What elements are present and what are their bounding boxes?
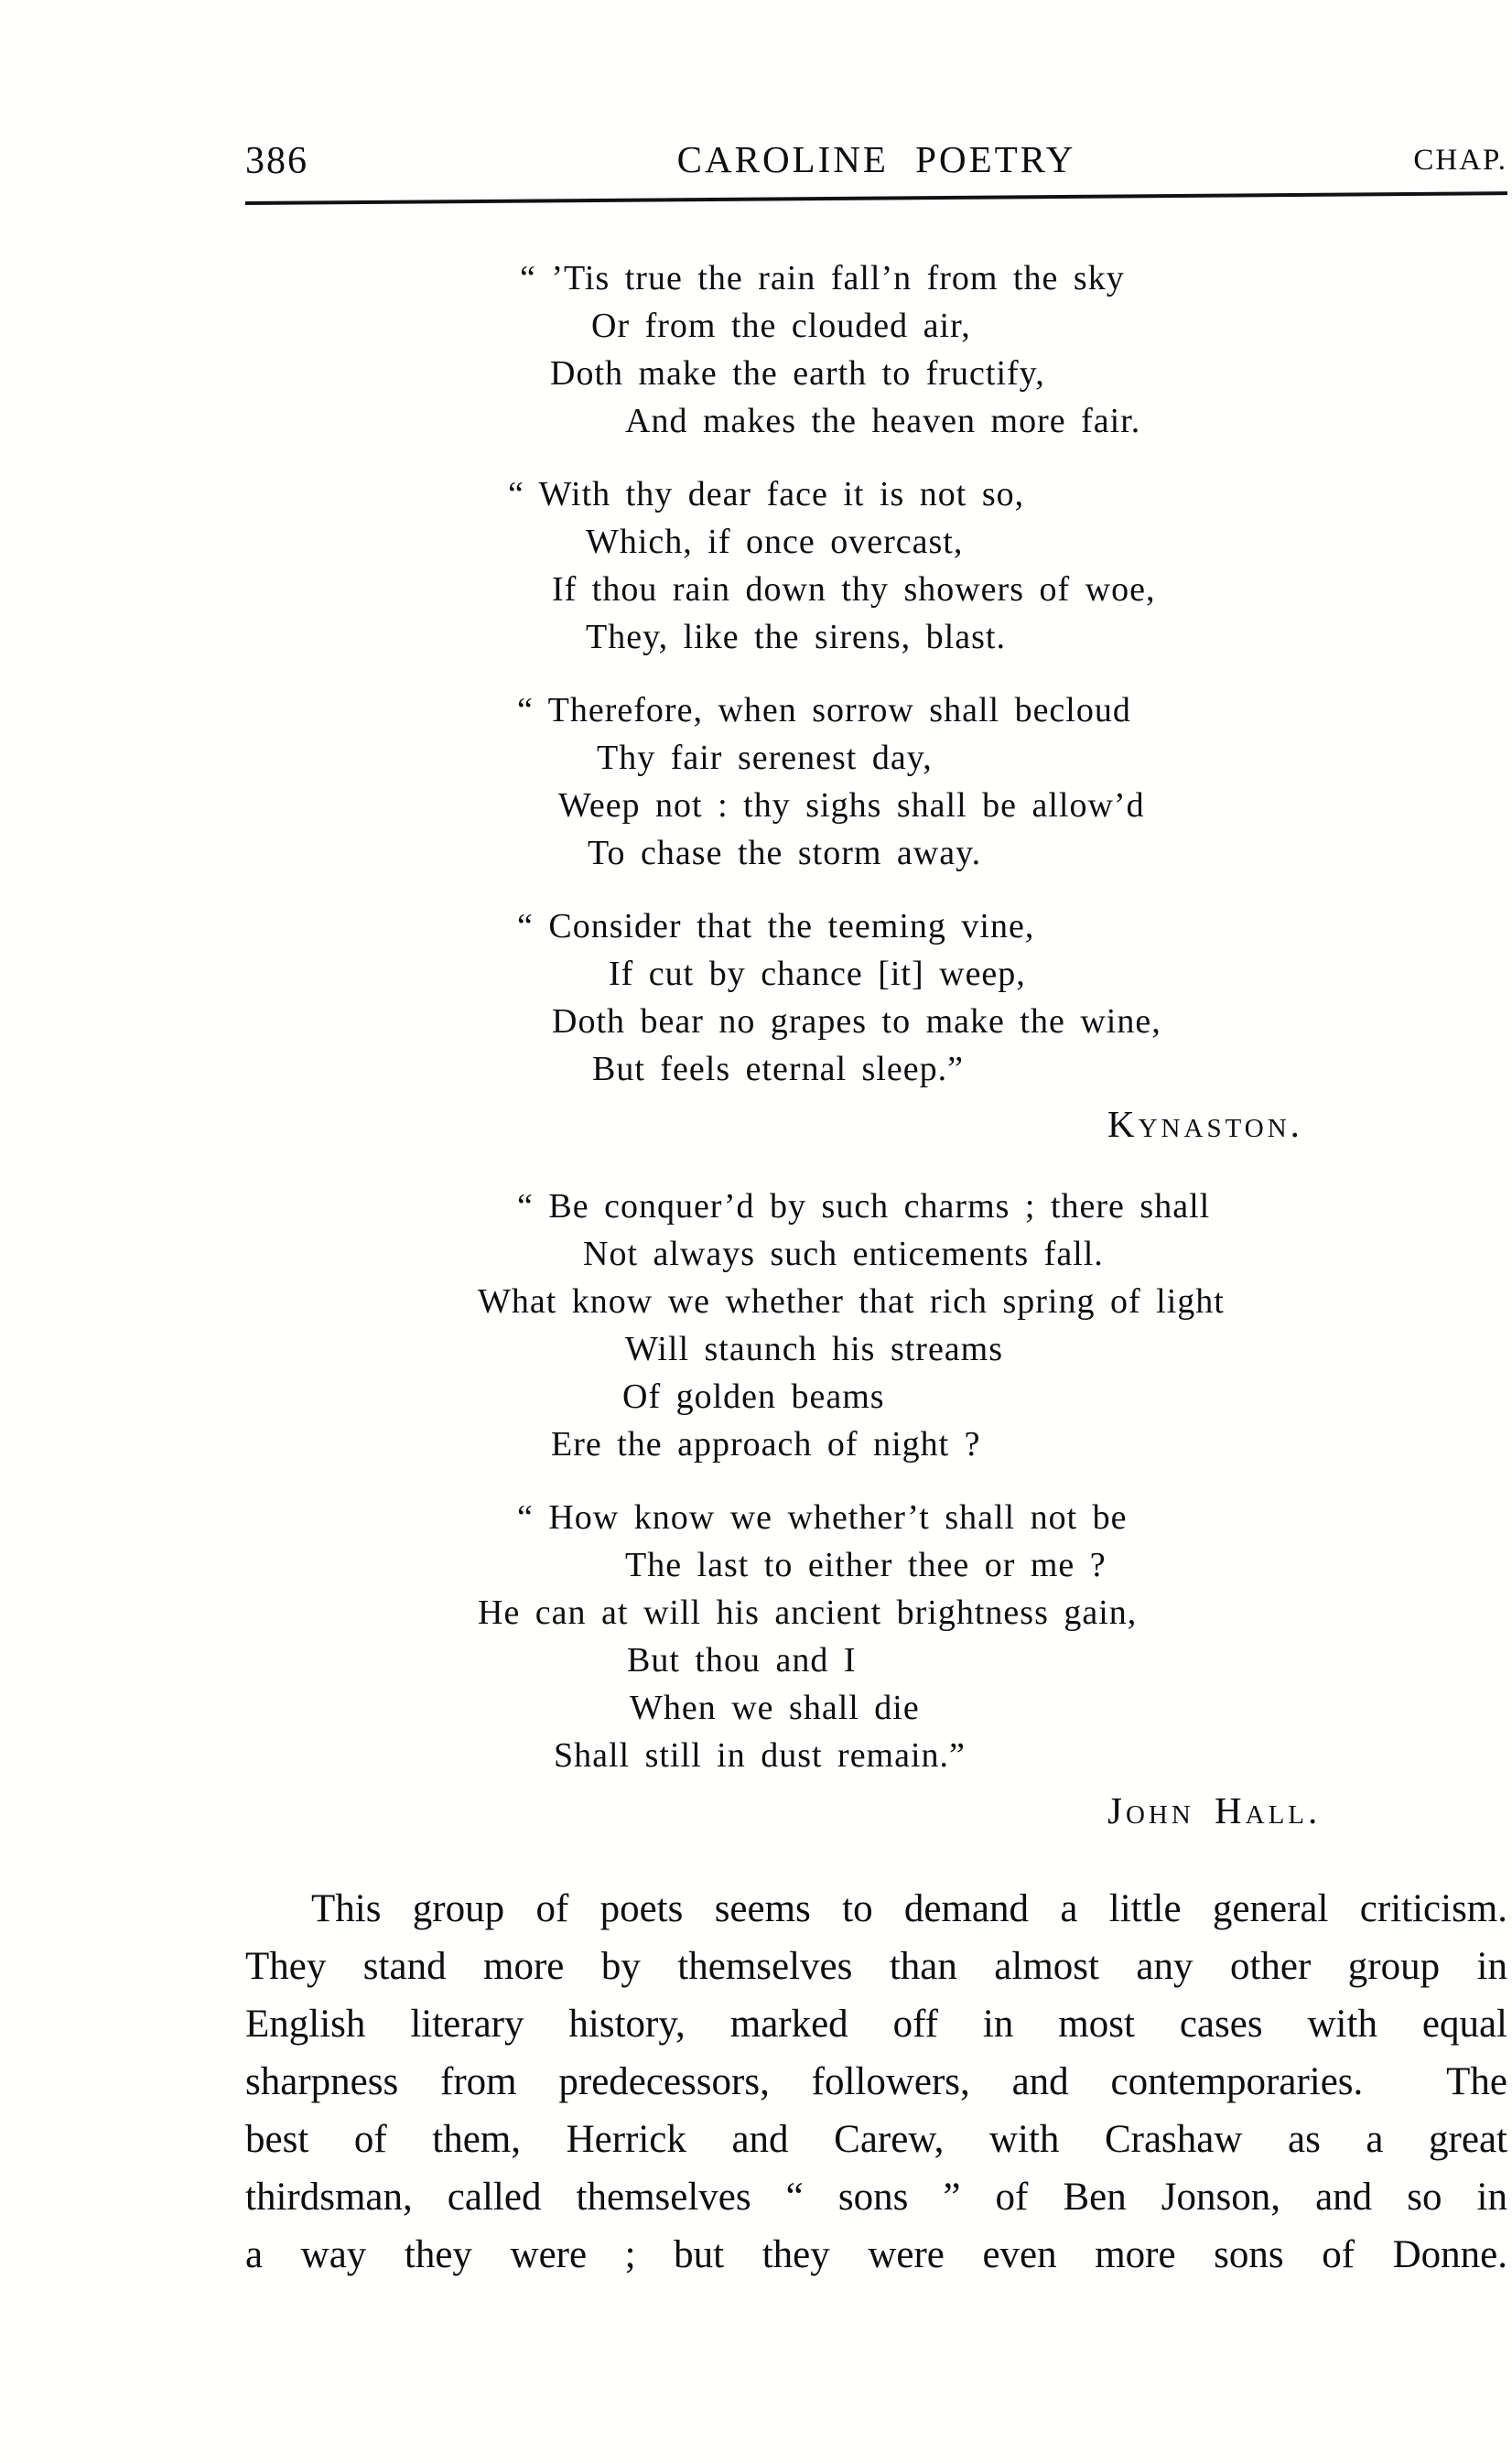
stanza-6	[478, 1494, 1507, 1779]
poem-line: Or from the clouded air,	[591, 307, 971, 345]
poem-line: What know we whether that rich spring of light	[478, 1282, 1225, 1321]
poem-line: Weep not : thy sighs shall be allow’d	[558, 786, 1145, 825]
paragraph-line: They stand more by themselves than almost any other group in	[245, 1945, 1507, 1988]
poem-line: “ How know we whether’t shall not be	[517, 1498, 1128, 1537]
poem-line: And makes the heaven more fair.	[625, 402, 1141, 440]
poem-line: Doth make the earth to fructify,	[550, 354, 1045, 393]
poem-line: Will staunch his streams	[625, 1330, 1004, 1368]
page-number: 386	[245, 140, 308, 182]
attribution-john-hall: John Hall.	[1107, 1789, 1322, 1831]
poem-line: Shall still in dust remain.”	[554, 1736, 966, 1775]
running-title: CAROLINE POETRY	[676, 138, 1076, 180]
poem-line: He can at will his ancient brightness gain,	[478, 1593, 1138, 1632]
stanza-4	[478, 902, 1507, 1093]
poem-line: Which, if once overcast,	[586, 523, 964, 561]
poem-line: “ With thy dear face it is not so,	[508, 475, 1025, 513]
poem-line: “ ’Tis true the rain fall’n from the sky	[520, 259, 1125, 297]
poem-line: If thou rain down thy showers of woe,	[552, 570, 1156, 609]
poem-line: Doth bear no grapes to make the wine,	[552, 1002, 1161, 1041]
poem-line: “ Consider that the teeming vine,	[517, 907, 1035, 945]
paragraph-line: sharpness from predecessors, followers, and contemporaries. The	[245, 2060, 1507, 2103]
paragraph-line: a way they were ; but they were even more sons of Donne.	[245, 2233, 1507, 2276]
poem-line: But thou and I	[627, 1641, 857, 1680]
criticism-paragraph	[245, 1880, 1507, 2284]
paragraph-line: best of them, Herrick and Carew, with Crashaw as a great	[245, 2118, 1507, 2161]
poem-line: Of golden beams	[622, 1377, 885, 1416]
text-column	[245, 0, 1507, 2284]
poem-line: When we shall die	[630, 1689, 920, 1727]
stanza-1	[478, 254, 1507, 445]
poem-line: The last to either thee or me ?	[625, 1546, 1107, 1584]
poem-line: Thy fair serenest day,	[597, 739, 933, 777]
paragraph-line: This group of poets seems to demand a little general criticism.	[311, 1887, 1507, 1930]
poem-line: To chase the storm away.	[588, 834, 982, 872]
paragraph-line: English literary history, marked off in most cases with equal	[245, 2003, 1507, 2046]
poem-john-hall	[478, 1183, 1507, 1834]
poem-line: If cut by chance [it] weep,	[609, 955, 1026, 993]
header-rule	[245, 191, 1507, 205]
attribution-kynaston: Kynaston.	[1107, 1103, 1303, 1145]
stanza-3	[478, 686, 1507, 877]
stanza-5	[478, 1183, 1507, 1468]
running-header	[245, 0, 1507, 183]
poem-line: They, like the sirens, blast.	[586, 618, 1006, 656]
poem-line: “ Be conquer’d by such charms ; there shall	[517, 1187, 1211, 1226]
poem-line: “ Therefore, when sorrow shall becloud	[517, 691, 1131, 729]
poem-kynaston	[478, 254, 1507, 1148]
stanza-2	[478, 470, 1507, 661]
poem-line: Ere the approach of night ?	[551, 1425, 981, 1464]
poem-line: But feels eternal sleep.”	[592, 1050, 964, 1088]
paragraph-line: thirdsman, called themselves “ sons ” of Ben Jonson, and so in	[245, 2176, 1507, 2219]
chapter-label: CHAP.	[1413, 144, 1507, 177]
poem-line: Not always such enticements fall.	[583, 1235, 1104, 1273]
